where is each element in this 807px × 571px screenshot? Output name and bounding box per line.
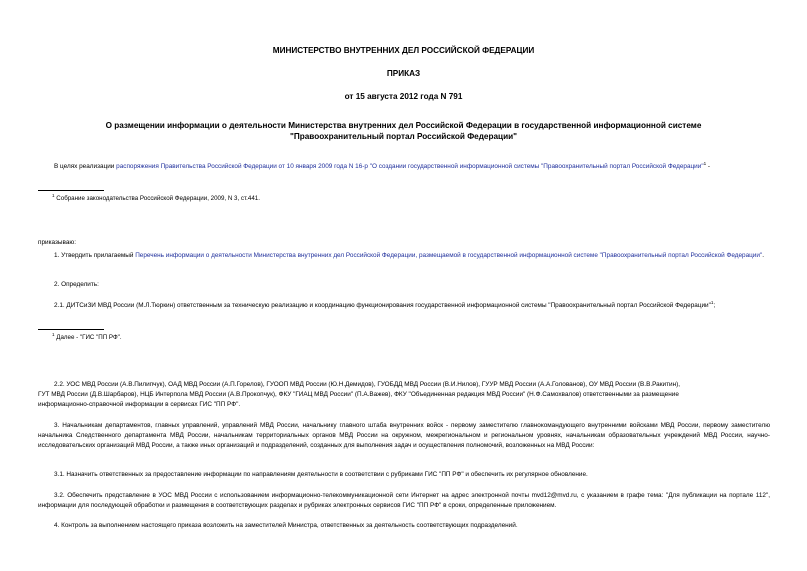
intro-tail: - (706, 163, 711, 170)
item-2-2-line-2: ГУТ МВД России (Д.В.Шарбаров), НЦБ Интерпола МВД России (А.В.Прокопчук), ФКУ "ГИАЦ МВД России" (П.А.Важев), ФКУ "Объединенная редакция МВД России" (Н.Ф.Самохвалов) ответственными за размещение (38, 391, 679, 398)
footnote-1 (52, 192, 260, 202)
item-3-1: 3.1. Назначить ответственных за предоставление информации по направлениям деятельности в соответствии с рубриками ГИС "ПП РФ" и обеспечить их регулярное обновление. (54, 471, 588, 478)
footnote-number: 1 (52, 331, 55, 337)
item-3-2: 3.2. Обеспечить представление в УОС МВД России с использованием информационно-телекоммуникационной сети Интернет на адрес электронной почты mvd12@mvd.ru, с указанием в графе тема: "Для публикации на портале 112", информации для последующей обработки и размещения в соответствующих разделах и рубриках электронных сервисов ГИС "ПП РФ" в сроки, определенные приложением. (38, 492, 770, 509)
date-number: от 15 августа 2012 года N 791 (344, 92, 463, 101)
footnote-number: 1 (52, 192, 55, 198)
item-1-lead: 1. Утвердить прилагаемый (54, 252, 136, 259)
footnote-text: Собрание законодательства Российской Федерации, 2009, N 3, ст.441. (54, 195, 260, 202)
footnote-2 (52, 331, 122, 341)
item-3: 3. Начальникам департаментов, главных управлений, управлений МВД России, начальнику главного штаба внутренних войск - первому заместителю главнокомандующего внутренними войсками МВД России, первому заместителю начальника Следственного департамента МВД России, начальникам территориальных органов МВД России на окружном, межрегиональном и региональном уровнях, начальникам образовательных учреждений МВД России, научно-исследовательских организаций МВД России, а также иных организаций и подразделений, созданных для выполнения задач и осуществления полномочий, возложенных на МВД России: (38, 422, 770, 449)
info-list-link[interactable]: Перечень информации о деятельности Министерства внутренних дел Российской Федерации, размещаемой в государственной информационной системе "Правоохранительный портал Российской Федерации" (135, 252, 763, 259)
intro-lead: В целях реализации (54, 163, 117, 170)
item-2-2-line-3: информационно-справочной информации в сервисах ГИС "ПП РФ". (38, 401, 241, 408)
item-1 (38, 251, 770, 261)
item-2-1 (38, 301, 770, 311)
item-2: 2. Определить: (54, 281, 99, 288)
title-line-2: "Правоохранительный портал Российской Федерации" (289, 132, 518, 141)
footnote-text: Далее - "ГИС "ПП РФ". (54, 334, 122, 341)
government-order-link[interactable]: распоряжения Правительства Российской Федерации от 10 января 2009 года N 16-р "О создании государственной информационной системы "Правоохранительный портал Российской Федерации" (116, 163, 704, 170)
item-1-tail: . (762, 252, 764, 259)
item-4: 4. Контроль за выполнением настоящего приказа возложить на заместителей Министра, ответственных за деятельность соответствующих подразделений. (54, 522, 518, 529)
footnote-separator (38, 190, 104, 191)
ministry-heading: МИНИСТЕРСТВО ВНУТРЕННИХ ДЕЛ РОССИЙСКОЙ ФЕДЕРАЦИИ (272, 46, 535, 55)
footnote-separator (38, 329, 104, 330)
item-2-1-tail: ; (713, 302, 716, 309)
doc-type-heading: ПРИКАЗ (386, 69, 421, 78)
item-2-2-line-1: 2.2. УОС МВД России (А.В.Пилипчук), ОАД МВД России (А.П.Горелов), ГУООП МВД России (Ю.Н.Демидов), ГУОБДД МВД России (В.И.Нилов), ГУУР МВД России (А.А.Голованов), ОУ МВД России (В.В.Ракитин), (54, 381, 681, 388)
item-2-1-text: 2.1. ДИТСиЗИ МВД России (М.Л.Тюркин) ответственным за техническую реализацию и координацию функционирования государственной информационной системы "Правоохранительный портал Российской Федерации" (54, 302, 711, 309)
order-word: приказываю: (38, 239, 76, 246)
title-line-1: О размещении информации о деятельности Министерства внутренних дел Российской Федерации в государственной информационной системе (105, 121, 702, 130)
intro-paragraph (38, 162, 770, 172)
footnote-mark[interactable]: 1 (710, 299, 714, 305)
footnote-mark[interactable]: 1 (703, 160, 707, 166)
